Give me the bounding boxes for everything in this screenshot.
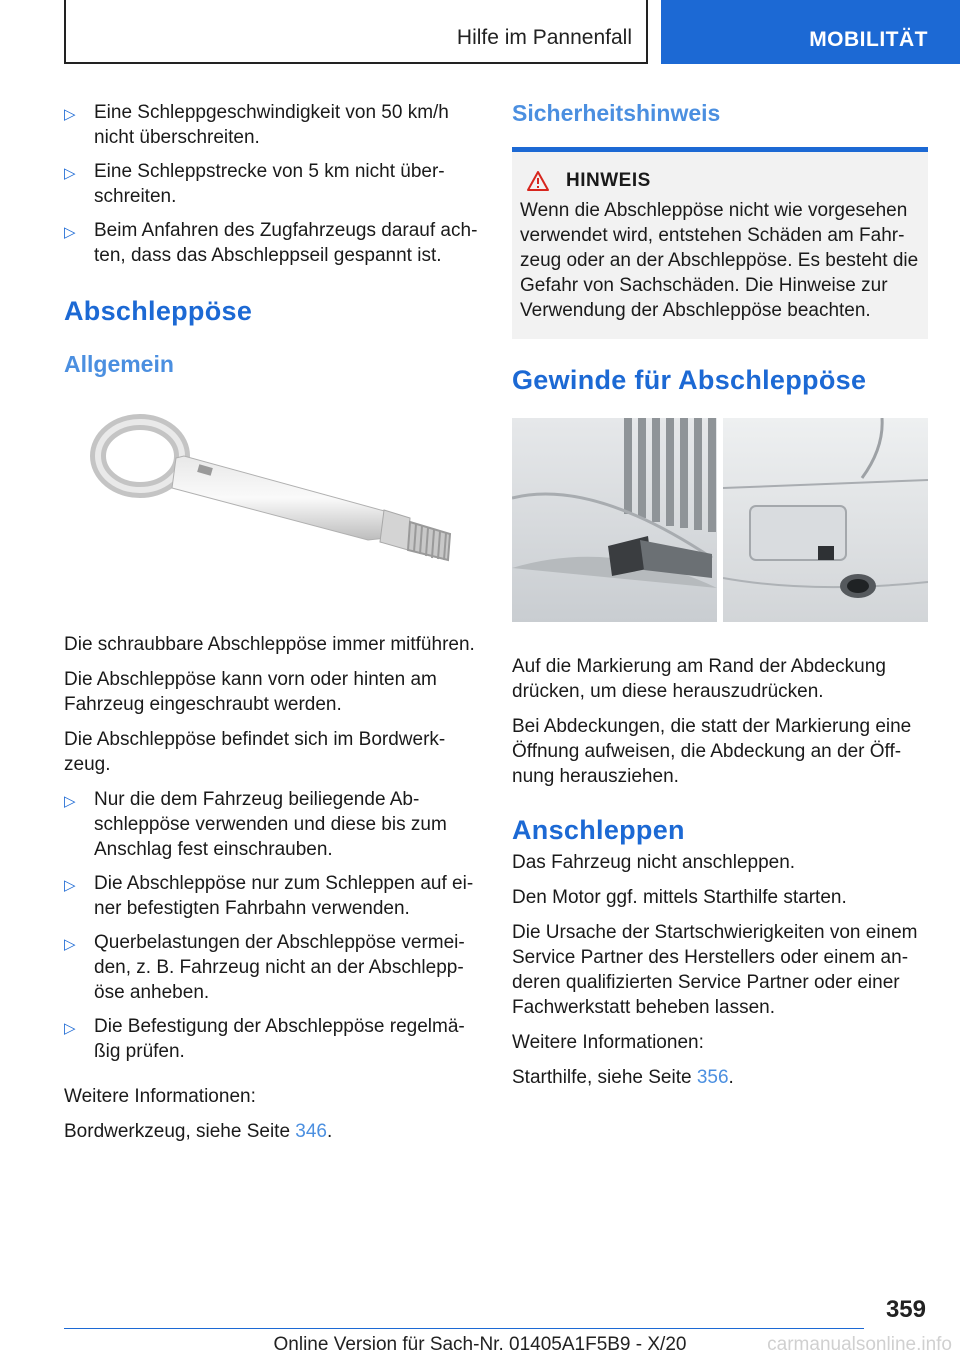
tow-eye-illustration	[88, 412, 470, 590]
footer-version-text: Online Version für Sach-Nr. 01405A1F5B9 - X/20	[273, 1334, 687, 1355]
paragraph: Die schraubbare Abschleppöse immer mitführen.	[64, 634, 475, 655]
note-title: HINWEIS	[566, 170, 651, 191]
chapter-tab[interactable]	[661, 0, 960, 64]
list-item: ▷ Eine Schleppgeschwindigkeit von 50 km/h nicht überschreiten.	[64, 102, 449, 148]
heading-sicherheitshinweis: Sicherheitshinweis	[512, 100, 721, 126]
note-header	[520, 170, 920, 192]
paragraph: Auf die Markierung am Rand der Abdeckung drücken, um diese herauszudrücken.	[512, 656, 886, 702]
page-number: 359	[885, 1296, 926, 1323]
reference-line: Bordwerkzeug, siehe Seite 346.	[64, 1121, 333, 1142]
bullet-list-usage	[64, 787, 480, 1064]
subheading-allgemein: Allgemein	[64, 351, 174, 377]
note-text: Wenn die Abschleppöse nicht wie vorgesehen verwendet wird, entstehen Schäden am Fahrzeug oder an der Abschleppöse. Es besteht die Gefahr von Sachschäden. Die Hinweise zur Verwendung der Abschleppöse beachten.	[520, 200, 919, 321]
list-item: ▷ Querbelastungen der Abschleppöse vermeiden, z. B. Fahrzeug nicht an der Abschleppöse anheben.	[64, 932, 465, 1003]
section-heading-gewinde: Gewinde für Abschleppöse	[512, 365, 867, 395]
footer-watermark: carmanualsonline.info	[767, 1334, 952, 1355]
header-section-box	[64, 0, 648, 64]
bullet-list-towing-limits	[64, 100, 480, 268]
list-item: ▷ Eine Schleppstrecke von 5 km nicht überschreiten.	[64, 161, 445, 207]
paragraph: Bei Abdeckungen, die statt der Markierung eine Öffnung aufweisen, die Abdeckung an der Öffnung herausziehen.	[512, 716, 912, 787]
page-reference-link[interactable]: 356	[696, 1067, 729, 1088]
section-heading-anschleppen: Anschleppen	[512, 815, 685, 845]
left-column	[64, 100, 480, 1154]
section-heading-abschleppoese: Abschleppöse	[64, 296, 253, 326]
bumper-photos	[512, 418, 928, 622]
triangle-bullet-icon: ▷	[64, 793, 76, 810]
reference-line: Starthilfe, siehe Seite 356.	[512, 1067, 734, 1088]
note-box	[512, 152, 928, 339]
list-item: ▷ Beim Anfahren des Zugfahrzeugs darauf achten, dass das Abschleppseil gespannt ist.	[64, 220, 478, 266]
paragraph: Die Abschleppöse befindet sich im Bordwerkzeug.	[64, 729, 446, 775]
paragraph: Die Ursache der Startschwierigkeiten von einem Service Partner des Herstellers oder einem anderen qualifizierten Service Partner oder einer Fachwerkstatt beheben lassen.	[512, 922, 918, 1018]
list-item: ▷ Nur die dem Fahrzeug beiliegende Abschleppöse verwenden und diese bis zum Anschlag fest einschrauben.	[64, 789, 447, 860]
warning-icon	[526, 170, 550, 192]
triangle-bullet-icon: ▷	[64, 165, 76, 182]
triangle-bullet-icon: ▷	[64, 106, 76, 123]
paragraph: Weitere Informationen:	[512, 1032, 704, 1053]
footer-divider	[64, 1328, 864, 1329]
paragraph: Den Motor ggf. mittels Starthilfe starten.	[512, 887, 847, 908]
triangle-bullet-icon: ▷	[64, 224, 76, 241]
triangle-bullet-icon: ▷	[64, 877, 76, 894]
more-info-label: Weitere Informationen:	[64, 1086, 256, 1107]
page-reference-link[interactable]: 346	[295, 1121, 327, 1142]
triangle-bullet-icon: ▷	[64, 1020, 76, 1037]
list-item: ▷ Die Abschleppöse nur zum Schleppen auf einer befestigten Fahrbahn verwenden.	[64, 873, 474, 919]
header-section-title: Hilfe im Pannenfall	[456, 26, 632, 49]
triangle-bullet-icon: ▷	[64, 936, 76, 953]
list-item: ▷ Die Befestigung der Abschleppöse regelmäßig prüfen.	[64, 1016, 465, 1062]
paragraph: Die Abschleppöse kann vorn oder hinten am Fahrzeug eingeschraubt werden.	[64, 669, 437, 715]
paragraph: Das Fahrzeug nicht anschleppen.	[512, 852, 796, 873]
chapter-tab-label: MOBILITÄT	[809, 28, 928, 51]
